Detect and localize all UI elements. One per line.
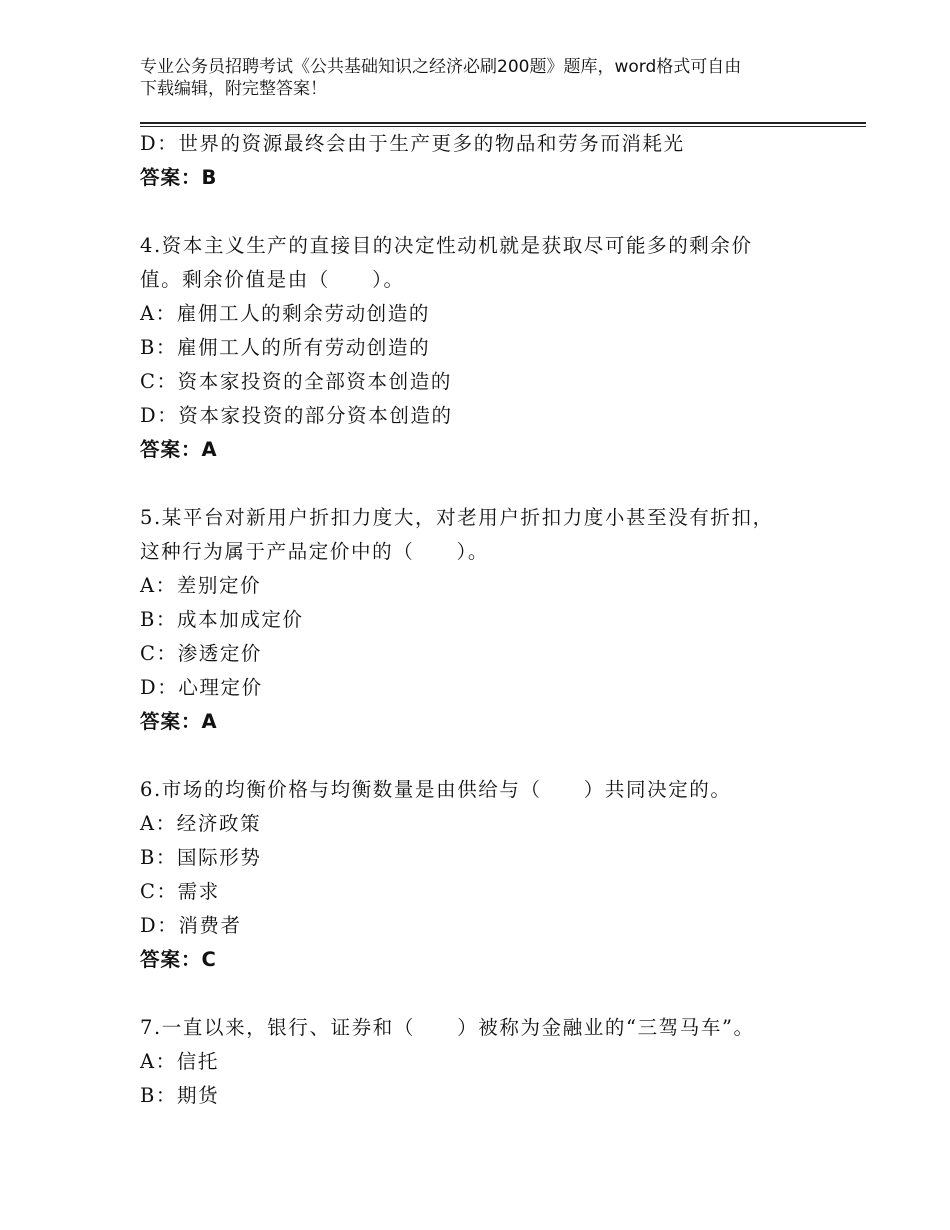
option-b: B：期货: [140, 1084, 220, 1107]
question-stem: 这种行为属于产品定价中的（ ）。: [140, 540, 489, 563]
question-stem: 6.市场的均衡价格与均衡数量是由供给与（ ）共同决定的。: [140, 778, 732, 801]
question-3: [140, 127, 840, 195]
option-a: A：差别定价: [140, 574, 262, 597]
option-a: A：雇佣工人的剩余劳动创造的: [140, 302, 430, 325]
spacer: [140, 467, 840, 501]
answer: 答案：A: [140, 710, 218, 733]
option-b: B：雇佣工人的所有劳动创造的: [140, 336, 431, 359]
option-a: A：经济政策: [140, 812, 262, 835]
answer: 答案：B: [140, 166, 218, 189]
question-stem: 4.资本主义生产的直接目的决定性动机就是获取尽可能多的剩余价: [140, 234, 753, 257]
spacer: [140, 195, 840, 229]
question-6: [140, 773, 840, 977]
option-b: B：成本加成定价: [140, 608, 304, 631]
question-stem: 值。剩余价值是由（ ）。: [140, 268, 405, 291]
option-b: B：国际形势: [140, 846, 262, 869]
option-d: D：世界的资源最终会由于生产更多的物品和劳务而消耗光: [140, 132, 685, 155]
spacer: [140, 739, 840, 773]
answer: 答案：A: [140, 438, 218, 461]
option-a: A：信托: [140, 1050, 219, 1073]
header-line-2: 下载编辑，附完整答案！: [140, 79, 327, 99]
question-stem: 7.一直以来，银行、证券和（ ）被称为金融业的“三驾马车”。: [140, 1016, 755, 1039]
option-c: C：资本家投资的全部资本创造的: [140, 370, 452, 393]
question-5: [140, 501, 840, 739]
option-c: C：需求: [140, 880, 220, 903]
document-header: [140, 56, 820, 100]
option-c: C：渗透定价: [140, 642, 263, 665]
header-divider-thick: [140, 122, 866, 124]
question-stem: 5.某平台对新用户折扣力度大，对老用户折扣力度小甚至没有折扣，: [140, 506, 774, 529]
option-d: D：资本家投资的部分资本创造的: [140, 404, 453, 427]
spacer: [140, 977, 840, 1011]
option-d: D：心理定价: [140, 676, 263, 699]
question-list: [140, 127, 840, 1113]
option-d: D：消费者: [140, 914, 242, 937]
answer: 答案：C: [140, 948, 217, 971]
question-7: [140, 1011, 840, 1113]
question-4: [140, 229, 840, 467]
header-line-1: 专业公务员招聘考试《公共基础知识之经济必刷200题》题库，word格式可自由: [140, 57, 742, 77]
